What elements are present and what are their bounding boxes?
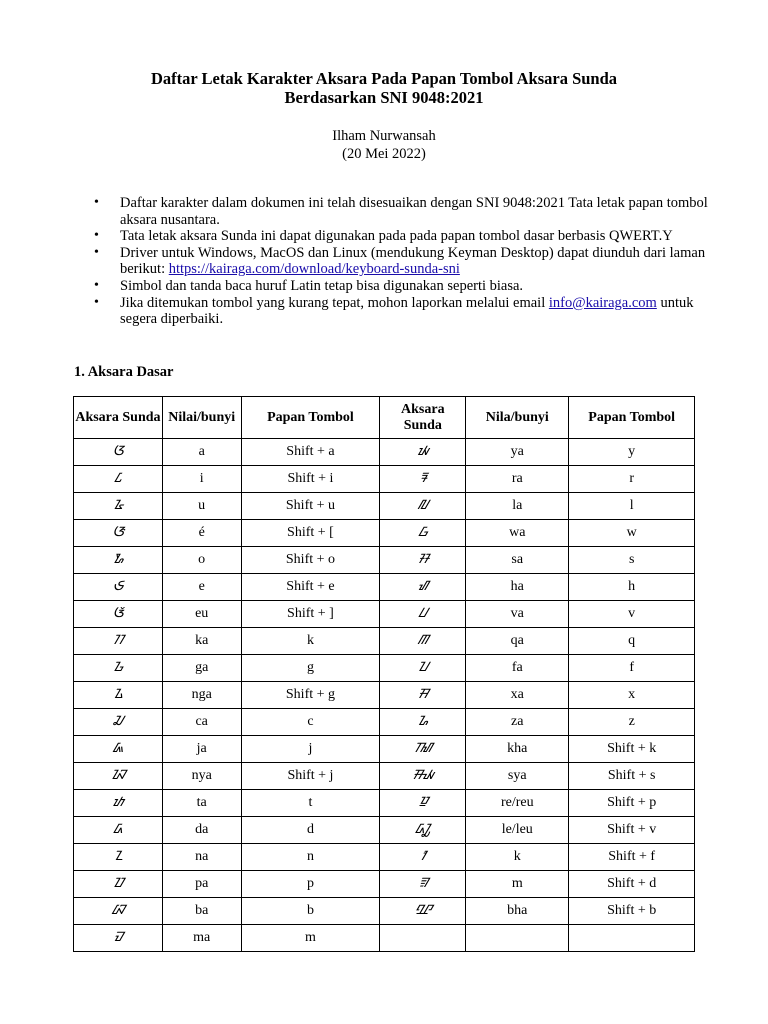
cell-tombol: m xyxy=(241,925,380,952)
table-header-row xyxy=(74,397,695,439)
cell-aksara: ᮅ xyxy=(74,493,163,520)
cell-aksara: ᮕ xyxy=(74,871,163,898)
cell-nilai-2: sa xyxy=(466,547,569,574)
cell-aksara: ᮙ xyxy=(74,925,163,952)
cell-aksara-2: ᮛ xyxy=(380,466,466,493)
cell-tombol: j xyxy=(241,736,380,763)
cell-tombol-2: f xyxy=(569,655,695,682)
cell-aksara: ᮏ xyxy=(74,736,163,763)
cell-tombol-2: Shift + k xyxy=(569,736,695,763)
cell-aksara-2: ᮋ xyxy=(380,628,466,655)
title-line-2: Berdasarkan SNI 9048:2021 xyxy=(284,88,484,107)
cell-aksara-2: ᮿ xyxy=(380,871,466,898)
cell-tombol: k xyxy=(241,628,380,655)
cell-nilai: pa xyxy=(162,871,241,898)
cell-tombol-2 xyxy=(569,925,695,952)
author-name: Ilham Nurwansah xyxy=(332,128,436,144)
cell-nilai: ba xyxy=(162,898,241,925)
cell-nilai-2: ya xyxy=(466,439,569,466)
note-text: Tata letak aksara Sunda ini dapat digunakan pada pada papan tombol dasar berbasis QWERT.Y xyxy=(120,228,673,245)
title-line-1: Daftar Letak Karakter Aksara Pada Papan Tombol Aksara Sunda xyxy=(150,69,618,88)
note-text: Simbol dan tanda baca huruf Latin tetap bisa digunakan seperti biasa. xyxy=(120,277,524,294)
table-row xyxy=(74,763,695,790)
cell-aksara-2: ᮠ xyxy=(380,574,466,601)
cell-tombol: Shift + e xyxy=(241,574,380,601)
table-row xyxy=(74,682,695,709)
cell-tombol: Shift + [ xyxy=(241,520,380,547)
bullet-icon: • xyxy=(94,294,99,310)
cell-nilai-2: le/leu xyxy=(466,817,569,844)
cell-tombol-2: Shift + b xyxy=(569,898,695,925)
cell-nilai-2: va xyxy=(466,601,569,628)
table-row xyxy=(74,628,695,655)
table-row xyxy=(74,601,695,628)
cell-aksara: ᮉ xyxy=(74,601,163,628)
list-item xyxy=(92,228,712,245)
cell-nilai-2: kha xyxy=(466,736,569,763)
cell-nilai: a xyxy=(162,439,241,466)
list-item xyxy=(92,295,712,328)
cell-tombol-2: z xyxy=(569,709,695,736)
cell-aksara: ᮎ xyxy=(74,709,163,736)
cell-tombol: g xyxy=(241,655,380,682)
cell-nilai: é xyxy=(162,520,241,547)
header-nilai-bunyi: Nilai/bunyi xyxy=(162,397,241,439)
table-row xyxy=(74,736,695,763)
cell-tombol: Shift + u xyxy=(241,493,380,520)
cell-tombol-2: Shift + d xyxy=(569,871,695,898)
cell-tombol: Shift + j xyxy=(241,763,380,790)
list-item xyxy=(92,245,712,278)
cell-tombol: d xyxy=(241,817,380,844)
table-row xyxy=(74,520,695,547)
cell-tombol-2: w xyxy=(569,520,695,547)
cell-aksara: ᮌ xyxy=(74,655,163,682)
bullet-icon: • xyxy=(94,228,99,244)
table-row xyxy=(74,817,695,844)
cell-tombol: b xyxy=(241,898,380,925)
cell-aksara-2: ᮖ xyxy=(380,655,466,682)
cell-aksara: ᮍ xyxy=(74,682,163,709)
table-row xyxy=(74,547,695,574)
cell-aksara: ᮃ xyxy=(74,439,163,466)
cell-aksara: ᮊ xyxy=(74,628,163,655)
cell-nilai: e xyxy=(162,574,241,601)
cell-nilai: ca xyxy=(162,709,241,736)
cell-aksara-2: ᮝ xyxy=(380,520,466,547)
cell-nilai: ja xyxy=(162,736,241,763)
document-title xyxy=(0,69,768,107)
cell-aksara-2: ᮟ xyxy=(380,682,466,709)
cell-nilai: na xyxy=(162,844,241,871)
cell-nilai: i xyxy=(162,466,241,493)
cell-tombol-2: y xyxy=(569,439,695,466)
cell-tombol-2: Shift + v xyxy=(569,817,695,844)
table-row xyxy=(74,925,695,952)
cell-aksara-2: ᮺ xyxy=(380,844,466,871)
table-row xyxy=(74,790,695,817)
cell-nilai-2: k xyxy=(466,844,569,871)
author-block xyxy=(0,127,768,163)
cell-tombol: c xyxy=(241,709,380,736)
cell-tombol: Shift + ] xyxy=(241,601,380,628)
bullet-icon: • xyxy=(94,244,99,260)
cell-nilai-2 xyxy=(466,925,569,952)
cell-aksara: ᮓ xyxy=(74,817,163,844)
table-body xyxy=(74,439,695,952)
header-aksara-sunda: Aksara Sunda xyxy=(74,397,163,439)
cell-nilai-2: re/reu xyxy=(466,790,569,817)
header-aksara-sunda-2: Aksara Sunda xyxy=(380,397,466,439)
table-row xyxy=(74,871,695,898)
cell-nilai-2: qa xyxy=(466,628,569,655)
cell-nilai-2: xa xyxy=(466,682,569,709)
note-text-tail: untuk segera diperbaiki. xyxy=(120,294,694,328)
table-row xyxy=(74,466,695,493)
cell-aksara-2: ᮗ xyxy=(380,601,466,628)
cell-nilai: ta xyxy=(162,790,241,817)
table-row xyxy=(74,574,695,601)
cell-aksara-2: ᮼ xyxy=(380,817,466,844)
table-row xyxy=(74,898,695,925)
cell-tombol-2: l xyxy=(569,493,695,520)
cell-nilai: u xyxy=(162,493,241,520)
cell-nilai: ma xyxy=(162,925,241,952)
cell-aksara: ᮆ xyxy=(74,520,163,547)
cell-aksara-2: ᮮ xyxy=(380,736,466,763)
list-item xyxy=(92,195,712,228)
cell-aksara: ᮑ xyxy=(74,763,163,790)
cell-nilai: ga xyxy=(162,655,241,682)
cell-aksara: ᮒ xyxy=(74,790,163,817)
cell-nilai-2: ha xyxy=(466,574,569,601)
cell-nilai: nya xyxy=(162,763,241,790)
download-link[interactable]: https://kairaga.com/download/keyboard-sunda-sni xyxy=(168,261,460,278)
cell-tombol-2: Shift + s xyxy=(569,763,695,790)
aksara-table xyxy=(73,396,695,952)
cell-aksara-2: ᮽ xyxy=(380,898,466,925)
note-text: Jika ditemukan tombol yang kurang tepat, mohon laporkan melalui email xyxy=(120,294,546,311)
email-link[interactable]: info@kairaga.com xyxy=(548,294,657,311)
header-nila-bunyi: Nila/bunyi xyxy=(466,397,569,439)
cell-aksara-2: ᮯ xyxy=(380,763,466,790)
header-papan-tombol-2: Papan Tombol xyxy=(569,397,695,439)
cell-nilai-2: la xyxy=(466,493,569,520)
cell-tombol: p xyxy=(241,871,380,898)
table-row xyxy=(74,844,695,871)
cell-nilai-2: bha xyxy=(466,898,569,925)
cell-tombol: Shift + o xyxy=(241,547,380,574)
cell-tombol: Shift + a xyxy=(241,439,380,466)
cell-aksara: ᮇ xyxy=(74,547,163,574)
cell-tombol-2: Shift + f xyxy=(569,844,695,871)
cell-tombol: Shift + g xyxy=(241,682,380,709)
cell-tombol-2: s xyxy=(569,547,695,574)
note-text: Daftar karakter dalam dokumen ini telah disesuaikan dengan SNI 9048:2021 Tata letak papan tombol aksara nusantara. xyxy=(120,195,708,228)
cell-aksara: ᮘ xyxy=(74,898,163,925)
cell-aksara-2: ᮜ xyxy=(380,493,466,520)
cell-tombol-2: q xyxy=(569,628,695,655)
cell-nilai: nga xyxy=(162,682,241,709)
author-date: (20 Mei 2022) xyxy=(342,146,426,162)
cell-nilai-2: za xyxy=(466,709,569,736)
cell-aksara-2: ᮻ xyxy=(380,790,466,817)
section-heading: 1. Aksara Dasar xyxy=(74,364,174,380)
header-papan-tombol: Papan Tombol xyxy=(241,397,380,439)
cell-tombol: t xyxy=(241,790,380,817)
cell-tombol-2: v xyxy=(569,601,695,628)
cell-tombol-2: r xyxy=(569,466,695,493)
cell-nilai-2: sya xyxy=(466,763,569,790)
cell-aksara: ᮈ xyxy=(74,574,163,601)
table-row xyxy=(74,493,695,520)
cell-aksara-2: ᮞ xyxy=(380,547,466,574)
cell-nilai: o xyxy=(162,547,241,574)
cell-tombol: Shift + i xyxy=(241,466,380,493)
cell-aksara-2 xyxy=(380,925,466,952)
cell-nilai-2: wa xyxy=(466,520,569,547)
cell-nilai-2: m xyxy=(466,871,569,898)
cell-nilai-2: fa xyxy=(466,655,569,682)
bullet-icon: • xyxy=(94,195,99,210)
cell-nilai: da xyxy=(162,817,241,844)
cell-aksara: ᮔ xyxy=(74,844,163,871)
table-row xyxy=(74,655,695,682)
cell-nilai-2: ra xyxy=(466,466,569,493)
cell-tombol-2: h xyxy=(569,574,695,601)
cell-tombol-2: x xyxy=(569,682,695,709)
cell-aksara-2: ᮚ xyxy=(380,439,466,466)
table-row xyxy=(74,709,695,736)
cell-tombol: n xyxy=(241,844,380,871)
cell-tombol-2: Shift + p xyxy=(569,790,695,817)
cell-aksara-2: ᮐ xyxy=(380,709,466,736)
cell-nilai: eu xyxy=(162,601,241,628)
bullet-icon: • xyxy=(94,277,99,293)
list-item xyxy=(92,278,712,295)
cell-aksara: ᮄ xyxy=(74,466,163,493)
note-text: Driver untuk Windows, MacOS dan Linux (mendukung Keyman Desktop) dapat diunduh dari laman berikut: xyxy=(120,244,706,278)
cell-nilai: ka xyxy=(162,628,241,655)
notes-list xyxy=(92,195,712,328)
table-row xyxy=(74,439,695,466)
